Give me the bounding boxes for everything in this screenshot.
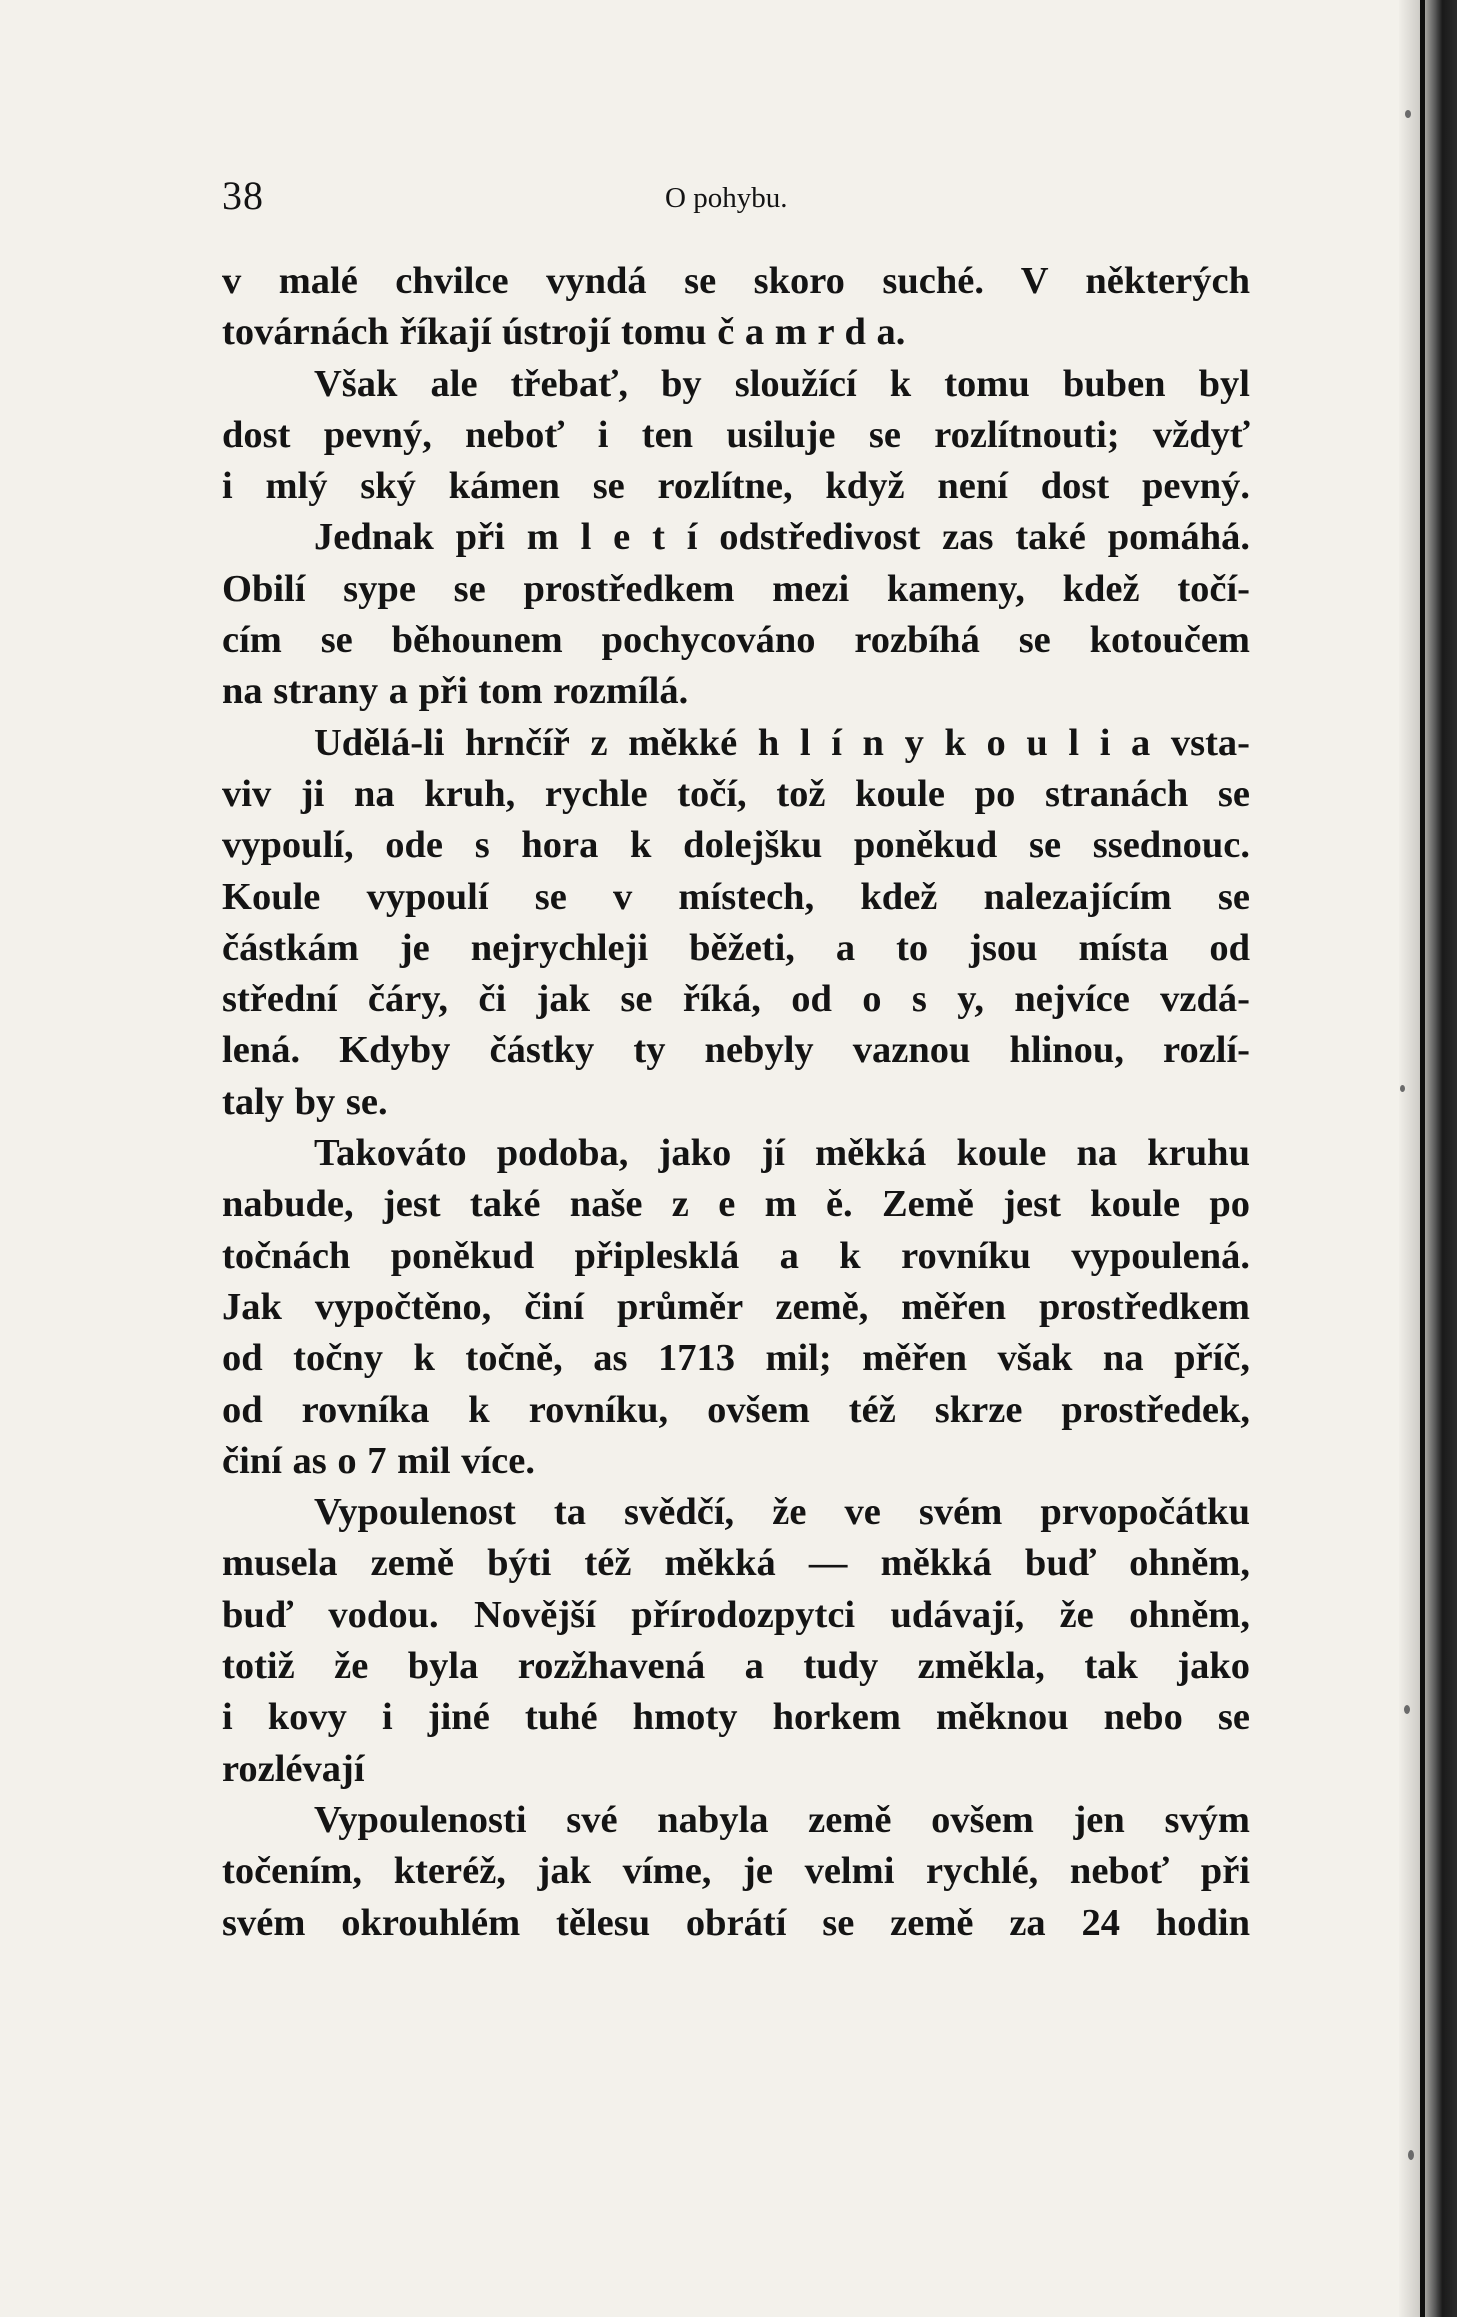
text-line: v malé chvilce vyndá se skoro suché. V některých bbox=[222, 260, 1250, 302]
text-line: Koule vypoulí se v místech, kdež nalezajícím se bbox=[222, 875, 1250, 918]
text-line: na strany a při tom rozmílá. bbox=[222, 670, 689, 713]
text-line: od točny k točně, as 1713 mil; měřen však na příč, bbox=[222, 1337, 1250, 1380]
text-line: Jak vypočtěno, činí průměr země, měřen prostředkem bbox=[222, 1285, 1250, 1328]
running-title: O pohybu. bbox=[665, 182, 788, 214]
text-line: totiž že byla rozžhavená a tudy změkla, tak jako bbox=[222, 1645, 1250, 1688]
text-line: Udělá-li hrnčíř z měkké h l í n y k o u l i a vsta- bbox=[314, 721, 1250, 764]
text-line: i kovy i jiné tuhé hmoty horkem měknou nebo se bbox=[222, 1696, 1250, 1739]
body-text bbox=[222, 256, 1250, 1949]
text-line: lená. Kdyby částky ty nebyly vaznou hlinou, rozlí- bbox=[222, 1029, 1250, 1072]
text-line: buď vodou. Novější přírodozpytci udávají, že ohněm, bbox=[222, 1593, 1250, 1636]
binding-edge bbox=[1420, 0, 1425, 2317]
text-line: svém okrouhlém tělesu obrátí se země za 24 hodin bbox=[222, 1901, 1250, 1944]
text-line: od rovníka k rovníku, ovšem též skrze prostředek, bbox=[222, 1388, 1250, 1431]
text-line: točením, kteréž, jak víme, je velmi rychlé, neboť při bbox=[222, 1850, 1250, 1893]
text-line: továrnách říkají ústrojí tomu č a m r d a. bbox=[222, 311, 906, 354]
text-line: Vypoulenost ta svědčí, že ve svém prvopočátku bbox=[314, 1491, 1250, 1534]
text-line: i mlý ský kámen se rozlítne, když není dost pevný. bbox=[222, 465, 1250, 508]
text-line: Obilí sype se prostředkem mezi kameny, kdež točí- bbox=[222, 567, 1250, 610]
print-speck bbox=[1404, 1705, 1410, 1714]
text-line: cím se běhounem pochycováno rozbíhá se kotoučem bbox=[222, 619, 1250, 662]
text-line: musela země býti též měkká — měkká buď ohněm, bbox=[222, 1542, 1250, 1585]
page-edge-shadow bbox=[1399, 0, 1457, 2317]
text-line: střední čáry, či jak se říká, od o s y, nejvíce vzdá- bbox=[222, 978, 1250, 1021]
print-speck bbox=[1400, 1085, 1405, 1092]
text-line: nabude, jest také naše z e m ě. Země jest koule po bbox=[222, 1183, 1250, 1226]
print-speck bbox=[1405, 110, 1411, 118]
text-line: Jednak při m l e t í odstředivost zas také pomáhá. bbox=[314, 516, 1250, 559]
text-line: činí as o 7 mil více. bbox=[222, 1439, 535, 1482]
text-line: viv ji na kruh, rychle točí, tož koule po stranách se bbox=[222, 772, 1250, 815]
text-line: dost pevný, neboť i ten usiluje se rozlítnouti; vždyť bbox=[222, 413, 1250, 456]
text-line: vypoulí, ode s hora k dolejšku poněkud se ssednouc. bbox=[222, 824, 1250, 867]
text-line: taly by se. bbox=[222, 1080, 388, 1123]
text-line: točnách poněkud připlesklá a k rovníku vypoulená. bbox=[222, 1234, 1250, 1277]
text-line: částkám je nejrychleji běžeti, a to jsou místa od bbox=[222, 926, 1250, 969]
text-line: Vypoulenosti své nabyla země ovšem jen svým bbox=[314, 1798, 1250, 1841]
page-number: 38 bbox=[222, 173, 264, 218]
print-speck bbox=[1408, 2150, 1414, 2160]
text-line: Však ale třebať, by sloužící k tomu buben byl bbox=[314, 362, 1250, 405]
running-head bbox=[222, 172, 1252, 232]
text-line: rozlévají bbox=[222, 1747, 365, 1790]
text-line: Takováto podoba, jako jí měkká koule na kruhu bbox=[314, 1132, 1250, 1175]
